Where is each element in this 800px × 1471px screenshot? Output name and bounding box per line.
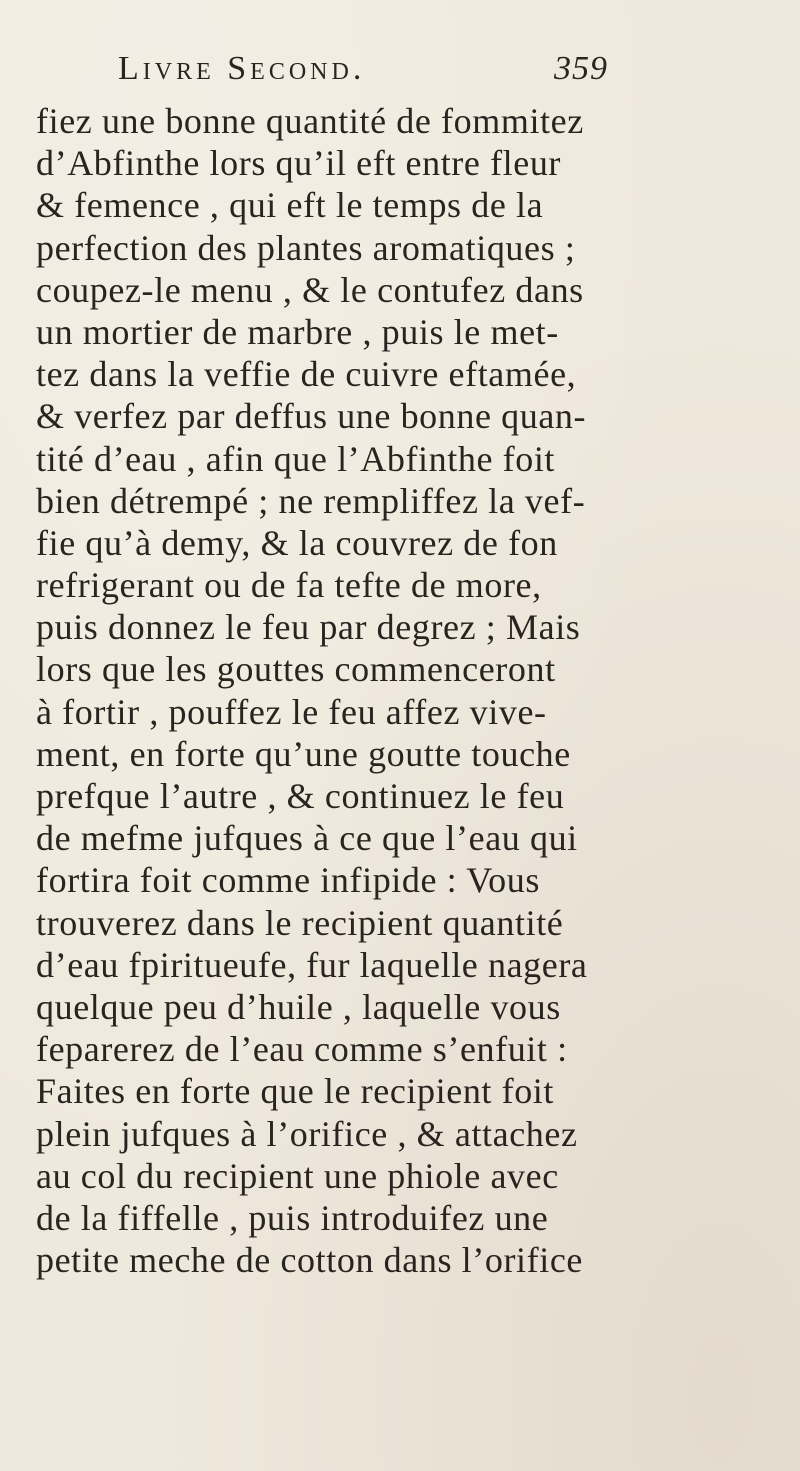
text-line: d’Abfinthe lors qu’il eft entre fleur	[36, 143, 562, 184]
text-line: à fortir , pouffez le feu affez vive-	[36, 691, 547, 732]
text-line: coupez-le menu , & le contufez dans	[36, 269, 584, 310]
page-header	[118, 44, 678, 94]
text-line: tez dans la veffie de cuivre eftamée,	[36, 354, 577, 395]
text-line: puis donnez le feu par degrez ; Mais	[36, 607, 581, 648]
text-line: plein jufques à l’orifice , & attachez	[36, 1113, 578, 1154]
text-line: & femence , qui eft le temps de la	[36, 185, 544, 226]
text-line: feparerez de l’eau comme s’enfuit :	[36, 1029, 568, 1070]
running-head: Livre Second.	[118, 50, 366, 87]
text-line: d’eau fpiritueufe, fur laquelle nagera	[36, 944, 588, 985]
text-line: fiez une bonne quantité de fommitez	[36, 101, 584, 141]
text-line: perfection des plantes aromatiques ;	[36, 227, 576, 268]
text-line: & verfez par deffus une bonne quan-	[36, 396, 587, 437]
text-line: trouverez dans le recipient quantité	[36, 902, 564, 943]
text-line: fortira foit comme infipide : Vous	[36, 860, 540, 901]
page-number: 359	[554, 50, 608, 87]
text-line: tité d’eau , afin que l’Abfinthe foit	[36, 438, 556, 479]
text-line: quelque peu d’huile , laquelle vous	[36, 986, 561, 1027]
text-line: prefque l’autre , & continuez le feu	[36, 776, 565, 816]
text-line: de mefme jufques à ce que l’eau qui	[36, 818, 578, 859]
text-line: petite meche de cotton dans l’orifice	[36, 1240, 583, 1281]
text-line: bien détrempé ; ne rempliffez la vef-	[36, 480, 586, 521]
text-line: Faites en forte que le recipient foit	[36, 1071, 555, 1112]
text-line: au col du recipient une phiole avec	[36, 1155, 559, 1196]
text-line: ment, en forte qu’une goutte touche	[36, 733, 571, 774]
text-line: refrigerant ou de fa tefte de more,	[36, 565, 542, 606]
text-line: de la fiffelle , puis introduifez une	[36, 1197, 549, 1238]
text-line: un mortier de marbre , puis le met-	[36, 311, 559, 352]
text-line: lors que les gouttes commenceront	[36, 649, 556, 690]
text-line: fie qu’à demy, & la couvrez de fon	[36, 522, 558, 563]
body-text	[36, 100, 776, 1281]
